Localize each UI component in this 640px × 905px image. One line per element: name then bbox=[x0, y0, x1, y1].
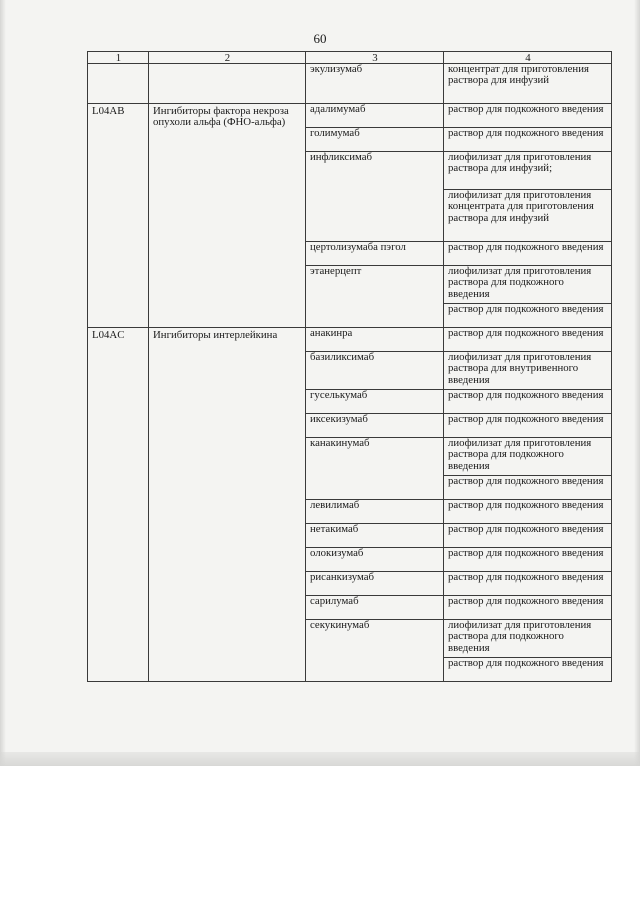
atc-code-cell bbox=[88, 64, 149, 104]
dosage-form-cell: лиофилизат для приготовления раствора для подкожного введения bbox=[444, 266, 612, 304]
dosage-form-cell: раствор для подкожного введения bbox=[444, 572, 612, 596]
table-header-row bbox=[88, 52, 612, 64]
dosage-form-cell: раствор для подкожного введения bbox=[444, 242, 612, 266]
drug-name-cell: нетакимаб bbox=[306, 524, 444, 548]
dosage-form-cell: раствор для подкожного введения bbox=[444, 304, 612, 328]
scan-left-shadow bbox=[0, 0, 6, 766]
dosage-form-cell: лиофилизат для приготовления раствора для подкожного введения bbox=[444, 438, 612, 476]
drug-name-cell: секукинумаб bbox=[306, 620, 444, 682]
scan-bottom-edge bbox=[0, 752, 640, 766]
drug-name-cell: инфликсимаб bbox=[306, 152, 444, 242]
dosage-form-cell: лиофилизат для приготовления раствора для внутривенного введения bbox=[444, 352, 612, 390]
dosage-form-cell: лиофилизат для приготовления раствора для инфузий; bbox=[444, 152, 612, 190]
dosage-form-cell: раствор для подкожного введения bbox=[444, 658, 612, 682]
page-number: 60 bbox=[313, 31, 327, 46]
dosage-form-cell: концентрат для приготовления раствора для инфузий bbox=[444, 64, 612, 104]
drug-name-cell: иксекизумаб bbox=[306, 414, 444, 438]
dosage-form-cell: раствор для подкожного введения bbox=[444, 328, 612, 352]
column-header: 4 bbox=[444, 52, 612, 64]
drug-name-cell: адалимумаб bbox=[306, 104, 444, 128]
drug-name-cell: экулизумаб bbox=[306, 64, 444, 104]
drug-name-cell: канакинумаб bbox=[306, 438, 444, 500]
dosage-form-cell: лиофилизат для приготовления раствора для подкожного введения bbox=[444, 620, 612, 658]
dosage-form-cell: раствор для подкожного введения bbox=[444, 390, 612, 414]
table-row bbox=[88, 104, 612, 128]
atc-code-cell: L04AB bbox=[88, 104, 149, 328]
drug-name-cell: гуселькумаб bbox=[306, 390, 444, 414]
dosage-form-cell: раствор для подкожного введения bbox=[444, 500, 612, 524]
group-name-cell: Ингибиторы интерлейкина bbox=[149, 328, 306, 682]
column-header: 3 bbox=[306, 52, 444, 64]
drug-name-cell: сарилумаб bbox=[306, 596, 444, 620]
drug-name-cell: цертолизумаба пэгол bbox=[306, 242, 444, 266]
drug-name-cell: олокизумаб bbox=[306, 548, 444, 572]
table-row bbox=[88, 64, 612, 104]
drug-name-cell: анакинра bbox=[306, 328, 444, 352]
dosage-form-cell: лиофилизат для приготовления концентрата для приготовления раствора для инфузий bbox=[444, 190, 612, 242]
column-header: 1 bbox=[88, 52, 149, 64]
drug-name-cell: рисанкизумаб bbox=[306, 572, 444, 596]
scan-right-shadow bbox=[634, 0, 640, 766]
group-name-cell: Ингибиторы фактора некроза опухоли альфа (ФНО-альфа) bbox=[149, 104, 306, 328]
table-row bbox=[88, 328, 612, 352]
dosage-form-cell: раствор для подкожного введения bbox=[444, 524, 612, 548]
drug-name-cell: голимумаб bbox=[306, 128, 444, 152]
drug-name-cell: этанерцепт bbox=[306, 266, 444, 328]
dosage-form-cell: раствор для подкожного введения bbox=[444, 476, 612, 500]
drug-name-cell: левилимаб bbox=[306, 500, 444, 524]
column-header: 2 bbox=[149, 52, 306, 64]
group-name-cell bbox=[149, 64, 306, 104]
drug-name-cell: базиликсимаб bbox=[306, 352, 444, 390]
dosage-form-cell: раствор для подкожного введения bbox=[444, 128, 612, 152]
drug-table bbox=[87, 51, 612, 682]
dosage-form-cell: раствор для подкожного введения bbox=[444, 104, 612, 128]
dosage-form-cell: раствор для подкожного введения bbox=[444, 414, 612, 438]
atc-code-cell: L04AC bbox=[88, 328, 149, 682]
dosage-form-cell: раствор для подкожного введения bbox=[444, 596, 612, 620]
dosage-form-cell: раствор для подкожного введения bbox=[444, 548, 612, 572]
